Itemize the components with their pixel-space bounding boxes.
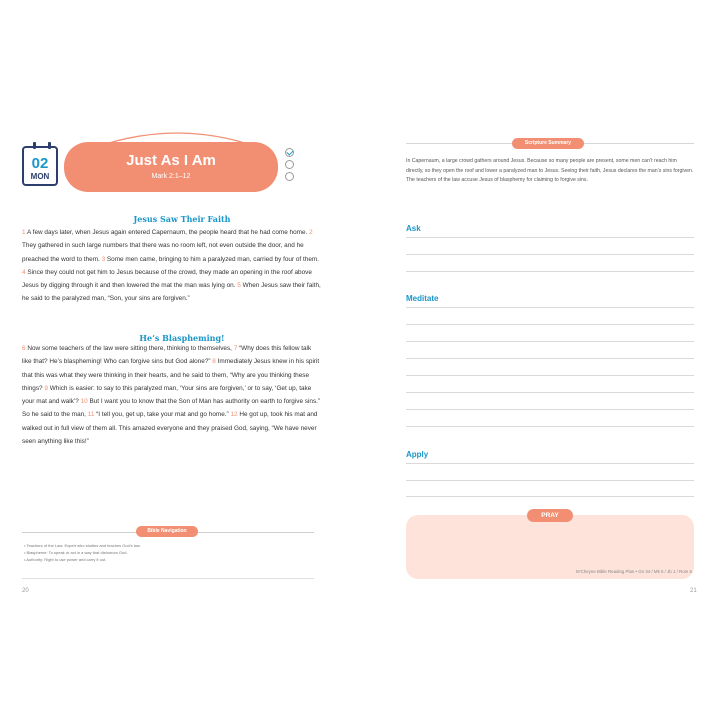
- verse-text: “I tell you, get up, take your mat and go home.”: [94, 411, 231, 419]
- scripture-passage: [22, 342, 322, 448]
- apply-label: Apply: [406, 450, 429, 459]
- verse-text: He got up, took his mat and walked out in full view of them all. This amazed everyone and they praised God, saying, “We have never seen anything like this!”: [22, 411, 318, 446]
- page-number: 21: [690, 588, 697, 594]
- page-number: 20: [22, 588, 29, 594]
- writing-line: [406, 463, 694, 464]
- verse-text: A few days later, when Jesus again entered Capernaum, the people heard that he had come home.: [25, 229, 310, 236]
- meditate-label: Meditate: [406, 294, 439, 303]
- writing-line: [406, 375, 694, 376]
- writing-line: [406, 358, 694, 359]
- reading-plan-text: M’Cheyne Bible Reading Plan • Gn 34 / Mk 5 / Jb 1 / Rom 5: [576, 569, 692, 574]
- verse-text: Some men came, bringing to him a paralyzed man, carried by four of them.: [105, 255, 319, 263]
- verse-number: 3: [101, 255, 106, 263]
- verse-text: When Jesus saw their faith, he said to the paralyzed man, “Son, your sins are forgiven.”: [22, 282, 321, 303]
- verse-text: “Why does this fellow talk like that? He’s blaspheming! Who can forgive sins but God alone?”: [22, 345, 312, 366]
- verse-number: 10: [80, 398, 88, 406]
- writing-line: [406, 480, 694, 481]
- bible-navigation-label: Bible Navigation: [136, 526, 198, 537]
- verse-text: Now some teachers of the law were sitting there, thinking to themselves,: [25, 345, 234, 352]
- calendar-date-icon: [22, 146, 58, 186]
- checkbox-empty[interactable]: [285, 172, 294, 181]
- writing-line: [406, 254, 694, 255]
- verse-text: Since they could not get him to Jesus because of the crowd, they made an opening in the roof above Jesus by digging through it and then lowered the mat the man was lying on.: [22, 268, 312, 290]
- date-day: MON: [30, 172, 50, 181]
- verse-text: Immediately Jesus knew in his spirit that this was what they were thinking in their hearts, and he said to them, “Why are you thinking these things?: [22, 358, 320, 392]
- verse-number: 4: [22, 268, 26, 276]
- scripture-passage: [22, 226, 322, 306]
- title-banner: [64, 142, 278, 192]
- divider: [22, 578, 314, 579]
- glossary-item: • Blaspheme: To speak or act in a way that dishonors God.: [24, 550, 128, 555]
- verse-text: Which is easier: to say to this paralyzed man, ‘Your sins are forgiven,’ or to say, ‘Get up, take your mat and walk’?: [22, 384, 312, 406]
- verse-number: 1: [22, 229, 26, 236]
- scripture-summary-text: In Capernaum, a large crowd gathers around Jesus. Because so many people are present, some men can’t reach him directly, so they open the roof and lower a paralyzed man to Jesus. Seeing their faith, Jesus declares the man’s sins forgiven. The teachers of the law accuse Jesus of blasphemy for claiming to forgive sins.: [406, 158, 694, 183]
- verse-number: 11: [87, 411, 95, 419]
- section-heading: Jesus Saw Their Faith: [133, 214, 231, 224]
- writing-line: [406, 271, 694, 272]
- verse-number: 7: [233, 345, 238, 352]
- reading-checkboxes: [285, 148, 294, 184]
- scripture-reference: Mark 2:1–12: [151, 173, 191, 180]
- page-title: Just As I Am: [126, 152, 216, 169]
- verse-number: 6: [22, 345, 26, 352]
- scripture-summary-label: Scripture Summary: [512, 138, 584, 149]
- calendar-rings: [31, 142, 53, 148]
- writing-line: [406, 324, 694, 325]
- verse-text: They gathered in such large numbers that there was no room left, not even outside the door, and he preached the word to them.: [22, 242, 304, 263]
- writing-line: [406, 392, 694, 393]
- verse-number: 2: [309, 229, 313, 236]
- glossary-item: • Authority: Right to use power and carry it out.: [24, 557, 107, 562]
- section-heading: He’s Blaspheming!: [139, 333, 225, 343]
- writing-line: [406, 426, 694, 427]
- date-number: 02: [31, 155, 49, 172]
- ask-label: Ask: [406, 224, 421, 233]
- verse-number: 8: [212, 358, 216, 366]
- checkbox-empty[interactable]: [285, 160, 294, 169]
- pray-label: PRAY: [527, 509, 573, 522]
- checkbox-checked[interactable]: [285, 148, 294, 157]
- glossary-item: • Teachers of the Law: Expert who studies and teaches God’s law.: [24, 543, 141, 548]
- writing-line: [406, 237, 694, 238]
- writing-line: [406, 409, 694, 410]
- verse-number: 5: [237, 282, 241, 290]
- verse-number: 9: [44, 384, 48, 392]
- verse-text: But I want you to know that the Son of Man has authority on earth to forgive sins.” So he said to the man,: [22, 398, 321, 419]
- writing-line: [406, 307, 694, 308]
- writing-line: [406, 341, 694, 342]
- writing-line: [406, 496, 694, 497]
- verse-number: 12: [230, 411, 238, 419]
